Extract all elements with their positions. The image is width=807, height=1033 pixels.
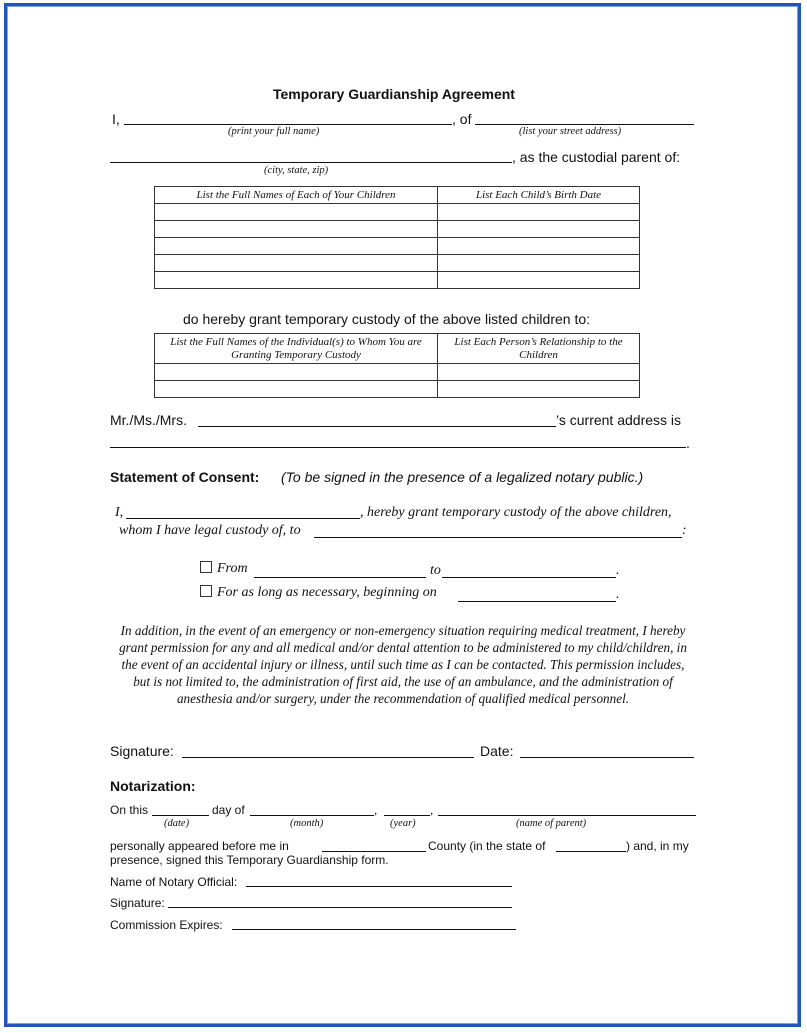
table-cell[interactable] xyxy=(155,272,438,289)
date-line[interactable] xyxy=(520,757,694,758)
custodian-relationship-header: List Each Person’s Relationship to the Children xyxy=(438,334,640,364)
custodian-name-header: List the Full Names of the Individual(s) to Whom You are Granting Temporary Custody xyxy=(155,334,438,364)
table-cell[interactable] xyxy=(438,238,640,255)
from-label: From xyxy=(217,561,248,576)
consent-line2-text: whom I have legal custody of, to xyxy=(119,523,301,538)
date-label: Date: xyxy=(480,743,514,759)
from-date-line[interactable] xyxy=(254,577,426,578)
table-cell[interactable] xyxy=(155,204,438,221)
grant-custody-text: do hereby grant temporary custody of the above listed children to: xyxy=(183,311,591,327)
custodian-name-line[interactable] xyxy=(198,426,556,427)
consent-line2-colon: : xyxy=(682,523,687,538)
to-date-line[interactable] xyxy=(442,577,616,578)
table-cell[interactable] xyxy=(438,272,640,289)
notary-date-line[interactable] xyxy=(152,815,209,816)
title-prefix-label: Mr./Ms./Mrs. xyxy=(110,412,187,428)
year-caption: (year) xyxy=(390,818,416,829)
parent-name-line[interactable] xyxy=(438,815,696,816)
table-cell[interactable] xyxy=(155,381,438,398)
long-label: For as long as necessary, beginning on xyxy=(217,585,437,600)
day-of-label: day of xyxy=(212,803,245,817)
long-option xyxy=(200,585,437,601)
intro-i-label: I, xyxy=(112,111,120,127)
full-name-caption: (print your full name) xyxy=(228,126,320,137)
table-cell[interactable] xyxy=(155,255,438,272)
grantee-line[interactable] xyxy=(314,537,682,538)
notary-month-line[interactable] xyxy=(250,815,374,816)
table-cell[interactable] xyxy=(438,221,640,238)
personally-appeared-text: personally appeared before me in xyxy=(110,839,289,853)
month-caption: (month) xyxy=(290,818,324,829)
consent-line1-text: , hereby grant temporary custody of the above children, xyxy=(360,505,672,520)
commission-expires-label: Commission Expires: xyxy=(110,918,223,932)
city-state-zip-caption: (city, state, zip) xyxy=(264,165,329,176)
table-cell[interactable] xyxy=(155,364,438,381)
to-label: to xyxy=(430,563,441,578)
table-cell[interactable] xyxy=(155,221,438,238)
custodial-parent-text: , as the custodial parent of: xyxy=(512,149,681,165)
commission-expires-line[interactable] xyxy=(232,929,516,930)
table-cell[interactable] xyxy=(438,364,640,381)
to-period: . xyxy=(616,563,620,578)
year-comma: , xyxy=(430,803,434,817)
intro-of-label: , of xyxy=(452,111,472,127)
notary-name-line[interactable] xyxy=(246,886,512,887)
on-this-label: On this xyxy=(110,803,149,817)
notary-year-line[interactable] xyxy=(384,815,430,816)
beginning-period: . xyxy=(616,587,620,602)
from-option xyxy=(200,561,248,577)
children-name-header: List the Full Names of Each of Your Children xyxy=(155,187,438,204)
table-cell[interactable] xyxy=(155,238,438,255)
date-caption: (date) xyxy=(164,818,190,829)
street-address-caption: (list your street address) xyxy=(519,126,622,137)
children-birthdate-header: List Each Child’s Birth Date xyxy=(438,187,640,204)
beginning-date-line[interactable] xyxy=(458,601,616,602)
consent-i-label: I, xyxy=(115,505,124,520)
medical-permission-paragraph: In addition, in the event of an emergency or non-emergency situation requiring medical treatment, I hereby grant permission for any and all medical and/or dental attention to be administered to my child/children, in the event of an accidental injury or illness, until such time as I can be contacted. This permission includes, but is not limited to, the administration of first aid, the use of an ambulance, and the administration of anesthesia and/or surgery, under the recommendation of qualified medical personnel. xyxy=(119,623,687,706)
signature-line[interactable] xyxy=(182,757,474,758)
notarization-heading: Notarization: xyxy=(110,778,196,794)
full-name-line[interactable] xyxy=(124,124,452,125)
parent-name-caption: (name of parent) xyxy=(516,818,587,829)
street-address-line[interactable] xyxy=(475,124,694,125)
long-checkbox[interactable] xyxy=(200,585,212,597)
table-cell[interactable] xyxy=(438,255,640,272)
current-address-label: ’s current address is xyxy=(556,412,682,428)
table-cell[interactable] xyxy=(438,381,640,398)
custodian-table xyxy=(154,333,640,398)
current-address-line[interactable] xyxy=(110,447,686,448)
page-title: Temporary Guardianship Agreement xyxy=(273,86,515,102)
notary-name-label: Name of Notary Official: xyxy=(110,875,238,889)
county-text: County (in the state of xyxy=(428,839,546,853)
and-in-my-text: ) and, in my xyxy=(626,839,689,853)
county-line[interactable] xyxy=(322,851,426,852)
signature-label: Signature: xyxy=(110,743,174,759)
month-comma: , xyxy=(374,803,378,817)
table-cell[interactable] xyxy=(438,204,640,221)
presence-text: presence, signed this Temporary Guardianship form. xyxy=(110,853,389,867)
from-checkbox[interactable] xyxy=(200,561,212,573)
consent-note: (To be signed in the presence of a legalized notary public.) xyxy=(281,469,644,485)
consenting-parent-line[interactable] xyxy=(126,518,360,519)
state-line[interactable] xyxy=(556,851,626,852)
consent-heading: Statement of Consent: xyxy=(110,469,260,485)
city-state-zip-line[interactable] xyxy=(110,162,512,163)
notary-signature-line[interactable] xyxy=(168,907,512,908)
address-period: . xyxy=(686,435,690,451)
children-table xyxy=(154,186,640,289)
notary-signature-label: Signature: xyxy=(110,896,165,910)
